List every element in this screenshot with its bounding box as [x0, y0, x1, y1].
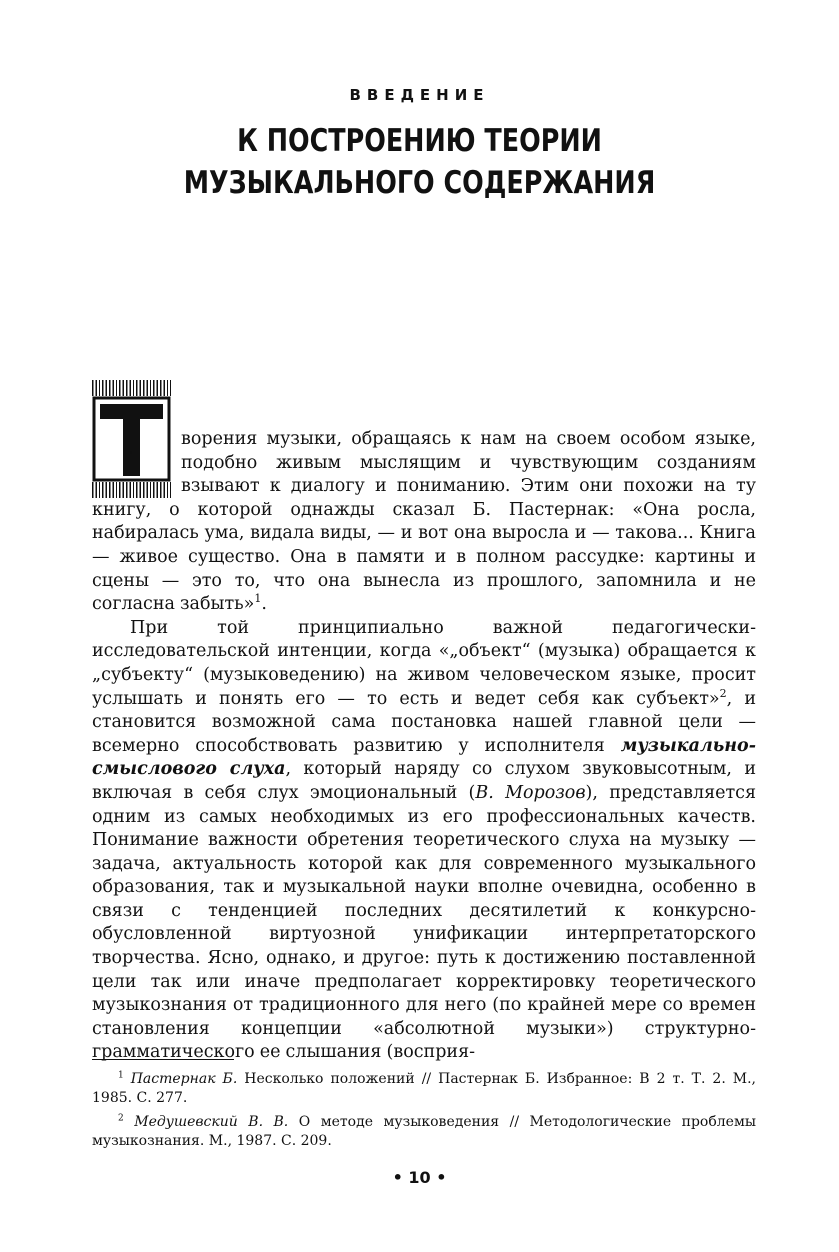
section-kicker: ВВЕДЕНИЕ [349, 86, 490, 104]
paragraph-2-text-c: , который наряду со слухом звуковысотным, и включая в себя слух эмоциональный ( [92, 759, 756, 803]
footnote-ref-1[interactable]: 1 [254, 592, 262, 606]
footnote-divider [92, 1059, 234, 1060]
chapter-title-line-1: К ПОСТРОЕНИЮ ТЕОРИИ [237, 123, 602, 159]
chapter-title [76, 120, 764, 204]
paragraph-2-text-d: ), представляется одним из самых необходимых из его профессиональных качеств. Понимание важности обретения теоретического слуха на музыку — задача, актуальность которой как для современного музыкального образования, так и музыкальной науки вполне очевидна, особенно в связи с тенденцией последних десятилетий к конкурсно-обусловленной виртуозной унификации интерпретаторского творчества. Ясно, однако, и другое: путь к достижению поставленной цели так или иначе предполагает корректировку теоретического музыкознания от традиционного для него (по крайней мере со времен становления концепции «абсолютной музыки») структурно-грамматического ее слышания (восприя- [92, 782, 756, 1063]
author-name: В. Морозов [475, 782, 586, 803]
dropcap-letter: Т [129, 450, 133, 455]
page-number: • 10 • [392, 1168, 447, 1187]
dropcap [92, 380, 171, 498]
paragraph-2-text-b: , и становится возможной сама постановка нашей главной цели — всемерно способствовать развитию у исполнителя [92, 688, 757, 756]
page-number-value: 10 [408, 1168, 431, 1187]
footnote-1-author: Пастернак Б. [130, 1071, 238, 1087]
footnotes [92, 1070, 756, 1156]
dropcap-letter-shape [92, 380, 171, 498]
footnote-2 [92, 1113, 756, 1150]
footnote-2-author: Медушевский В. В. [134, 1114, 289, 1130]
paragraph-2 [92, 617, 756, 1065]
paragraph-1: Т ворения музыки, обращаясь к нам на своем особом языке, подобно живым мыслящим и чувствующим созданиям взывают к диалогу и пониманию. Этим они похожи на ту книгу, о которой однажды сказал Б. Пастернак: «Она росла, набиралась ума, видала виды, — и вот она выросла и — такова... Книга — живое существо. Она в памяти и в полном рассудке: картины и сцены — это то, что она вынесла из прошлого, запомнила и не согласна забыть»$^1$. [92, 428, 756, 617]
footnote-1 [92, 1070, 756, 1107]
footnote-ref-2[interactable]: 2 [719, 686, 727, 700]
body-text [92, 428, 756, 1065]
footnote-2-text: О методе музыковедения // Методологические проблемы музыкознания. М., 1987. С. 209. [92, 1114, 756, 1149]
emphasis-term: музыкально-смыслового слуха [92, 735, 756, 780]
paragraph-2-text-a: При той принципиально важной педагогически-исследовательской интенции, когда «„объект“ (музыка) обращается к „субъекту“ (музыковедению) на живом человеческом языке, просит услышать и понять его — то есть и ведет себя как субъект» [92, 617, 756, 709]
footnote-2-number: 2 [118, 1113, 124, 1124]
footnote-1-text: Несколько положений // Пастернак Б. Избранное: В 2 т. Т. 2. М., 1985. С. 277. [92, 1071, 756, 1106]
paragraph-1-text: ворения музыки, обращаясь к нам на своем особом языке, подобно живым мыслящим и чувствующим созданиям взывают к диалогу и пониманию. Этим они похожи на ту книгу, о которой однажды сказал Б. Пастернак: «Она росла, набиралась ума, видала виды, — и вот она выросла и — такова... Книга — живое существо. Она в памяти и в полном рассудке: картины и сцены — это то, что она вынесла из прошлого, запомнила и не согласна забыть» [92, 429, 756, 615]
chapter-title-line-2: МУЗЫКАЛЬНОГО СОДЕРЖАНИЯ [183, 165, 656, 201]
footnote-1-number: 1 [118, 1070, 124, 1081]
